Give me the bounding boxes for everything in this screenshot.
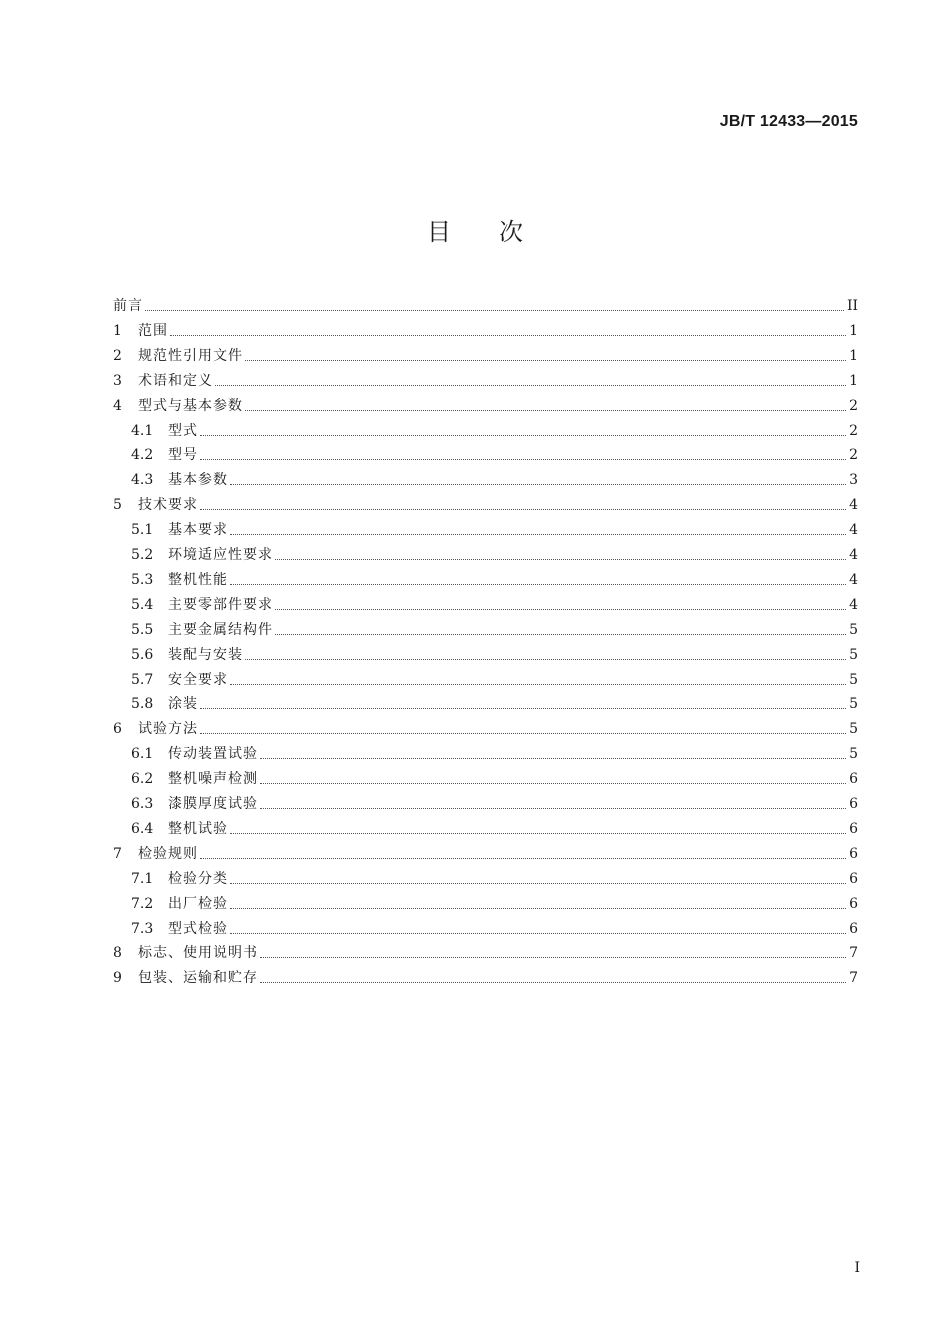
toc-entry[interactable] (131, 464, 858, 489)
toc-leader-dots (145, 310, 844, 311)
toc-entry-number: 4.1 (131, 422, 154, 439)
toc-entry[interactable] (131, 664, 858, 689)
toc-entry-page: 5 (849, 746, 858, 763)
toc-entry-label: 型式与基本参数 (138, 397, 243, 414)
toc-leader-dots (230, 534, 846, 535)
toc-entry-number: 5.3 (131, 571, 154, 588)
toc-entry-label: 整机试验 (168, 820, 228, 837)
toc-entry[interactable] (113, 390, 858, 415)
toc-entry-number: 5.5 (131, 621, 154, 638)
toc-entry-label: 漆膜厚度试验 (168, 796, 258, 812)
toc-leader-dots (200, 435, 846, 436)
toc-entry-label: 整机性能 (168, 571, 228, 588)
toc-entry-page: 5 (849, 721, 858, 738)
toc-entry-label: 安全要求 (168, 671, 228, 688)
toc-entry[interactable] (131, 913, 858, 938)
toc-entry-number: 6.3 (131, 796, 154, 812)
toc-entry-label: 技术要求 (138, 497, 198, 514)
toc-entry-label: 型式检验 (168, 920, 228, 937)
toc-entry-page: 4 (849, 571, 858, 588)
toc-entry-label: 环境适应性要求 (168, 547, 273, 563)
toc-entry[interactable] (131, 863, 858, 888)
toc-leader-dots (260, 982, 846, 983)
toc-entry-label: 试验方法 (138, 721, 198, 738)
toc-leader-dots (170, 335, 846, 336)
toc-entry[interactable] (113, 489, 858, 514)
toc-entry-page: II (846, 298, 858, 314)
toc-entry-page: 1 (849, 372, 858, 389)
toc-entry-label: 范围 (138, 322, 168, 339)
toc-entry[interactable] (131, 763, 858, 788)
toc-entry-label: 主要金属结构件 (168, 621, 273, 638)
page-number: I (854, 1260, 860, 1276)
toc-entry-number: 4.2 (131, 447, 154, 464)
toc-entry-label: 前言 (113, 298, 143, 314)
toc-leader-dots (260, 808, 846, 809)
toc-entry[interactable] (131, 539, 858, 564)
toc-entry-number: 4 (113, 397, 122, 414)
toc-leader-dots (230, 933, 846, 934)
toc-entry-page: 4 (849, 522, 858, 539)
toc-entry[interactable] (113, 713, 858, 738)
toc-leader-dots (245, 659, 846, 660)
toc-entry[interactable] (131, 688, 858, 713)
toc-entry-label: 规范性引用文件 (138, 347, 243, 364)
toc-entry[interactable] (131, 564, 858, 589)
toc-entry-number: 9 (113, 970, 122, 987)
toc-entry-label: 检验分类 (168, 870, 228, 887)
toc-entry-label: 标志、使用说明书 (138, 945, 258, 962)
page-title: 目次 (427, 218, 571, 246)
toc-leader-dots (230, 883, 846, 884)
toc-entry-page: 1 (849, 322, 858, 339)
toc-leader-dots (245, 360, 846, 361)
toc-leader-dots (200, 858, 846, 859)
toc-entry-page: 5 (849, 621, 858, 638)
toc-entry-number: 7.2 (131, 895, 154, 912)
toc-entry[interactable] (131, 639, 858, 664)
toc-entry-number: 6.2 (131, 771, 154, 788)
toc-entry[interactable] (131, 514, 858, 539)
standard-code: JB/T 12433—2015 (719, 113, 858, 130)
toc-entry-number: 5.2 (131, 547, 154, 563)
toc-leader-dots (230, 684, 846, 685)
toc-entry[interactable] (131, 589, 858, 614)
toc-entry-number: 5.8 (131, 696, 154, 713)
toc-entry-number: 7.1 (131, 870, 154, 887)
toc-entry-label: 包装、运输和贮存 (138, 970, 258, 987)
toc-entry[interactable] (131, 439, 858, 464)
toc-leader-dots (275, 559, 846, 560)
toc-leader-dots (260, 758, 846, 759)
toc-entry-label: 检验规则 (138, 845, 198, 862)
toc-entry-page: 5 (849, 671, 858, 688)
toc-entry-page: 6 (849, 771, 858, 788)
toc-leader-dots (260, 783, 846, 784)
toc-entry-page: 6 (849, 820, 858, 837)
toc-entry[interactable] (131, 888, 858, 913)
toc-leader-dots (230, 833, 846, 834)
toc-entry-page: 7 (849, 945, 858, 962)
toc-entry-number: 7.3 (131, 920, 154, 937)
toc-entry-number: 5.4 (131, 596, 154, 613)
toc-entry[interactable] (131, 415, 858, 440)
toc-entry-number: 5.6 (131, 646, 154, 663)
toc-leader-dots (200, 733, 846, 734)
toc-entry-page: 6 (849, 920, 858, 937)
toc-entry-number: 2 (113, 347, 122, 364)
toc-entry-label: 涂装 (168, 696, 198, 713)
toc-entry-number: 6 (113, 721, 122, 738)
toc-leader-dots (230, 484, 846, 485)
toc-entry-label: 装配与安装 (168, 646, 243, 663)
toc-entry-label: 型号 (168, 447, 198, 464)
toc-entry-page: 2 (849, 397, 858, 414)
toc-entry[interactable] (113, 962, 858, 987)
toc-leader-dots (200, 708, 846, 709)
toc-leader-dots (230, 908, 846, 909)
toc-entry-page: 6 (849, 895, 858, 912)
toc-entry-number: 7 (113, 845, 122, 862)
toc-entry-label: 基本要求 (168, 522, 228, 539)
toc-entry-number: 5 (113, 497, 122, 514)
toc-entry-number: 1 (113, 322, 122, 339)
toc-entry-number: 5.7 (131, 671, 154, 688)
toc-entry-number: 5.1 (131, 522, 154, 539)
toc-entry-page: 6 (849, 796, 858, 812)
toc-entry-label: 出厂检验 (168, 895, 228, 912)
toc-entry[interactable] (113, 365, 858, 390)
toc-entry-page: 3 (849, 472, 858, 489)
toc-entry-page: 5 (849, 646, 858, 663)
toc-entry[interactable] (131, 813, 858, 838)
toc-leader-dots (230, 584, 846, 585)
toc-entry[interactable] (113, 340, 858, 365)
toc-entry[interactable] (113, 838, 858, 863)
toc-entry-label: 基本参数 (168, 472, 228, 489)
toc-leader-dots (245, 410, 846, 411)
toc-entry[interactable] (113, 290, 858, 315)
toc-leader-dots (200, 509, 846, 510)
toc-entry-page: 7 (849, 970, 858, 987)
toc-entry-number: 8 (113, 945, 122, 962)
toc-entry-label: 传动装置试验 (168, 746, 258, 763)
toc-leader-dots (275, 634, 846, 635)
toc-leader-dots (275, 609, 846, 610)
toc-entry-page: 6 (849, 845, 858, 862)
toc-entry[interactable] (113, 937, 858, 962)
toc-entry[interactable] (131, 738, 858, 763)
toc-entry-number: 3 (113, 372, 122, 389)
toc-entry-label: 术语和定义 (138, 372, 213, 389)
toc-entry-page: 6 (849, 870, 858, 887)
toc-entry-number: 4.3 (131, 472, 154, 489)
toc-entry-page: 1 (849, 347, 858, 364)
toc-entry-page: 4 (849, 596, 858, 613)
toc-entry-label: 整机噪声检测 (168, 771, 258, 788)
toc-entry-label: 主要零部件要求 (168, 596, 273, 613)
toc-entry-page: 2 (849, 447, 858, 464)
toc-entry[interactable] (113, 315, 858, 340)
toc-entry-page: 2 (849, 422, 858, 439)
toc-leader-dots (200, 459, 846, 460)
toc-entry-page: 4 (849, 547, 858, 563)
toc-entry-page: 5 (849, 696, 858, 713)
toc-entry[interactable] (131, 614, 858, 639)
toc-leader-dots (260, 957, 846, 958)
toc-leader-dots (215, 385, 846, 386)
toc-entry-number: 6.4 (131, 820, 154, 837)
toc-entry[interactable] (131, 788, 858, 813)
toc-entry-label: 型式 (168, 422, 198, 439)
toc-entry-page: 4 (849, 497, 858, 514)
toc-entry-number: 6.1 (131, 746, 154, 763)
